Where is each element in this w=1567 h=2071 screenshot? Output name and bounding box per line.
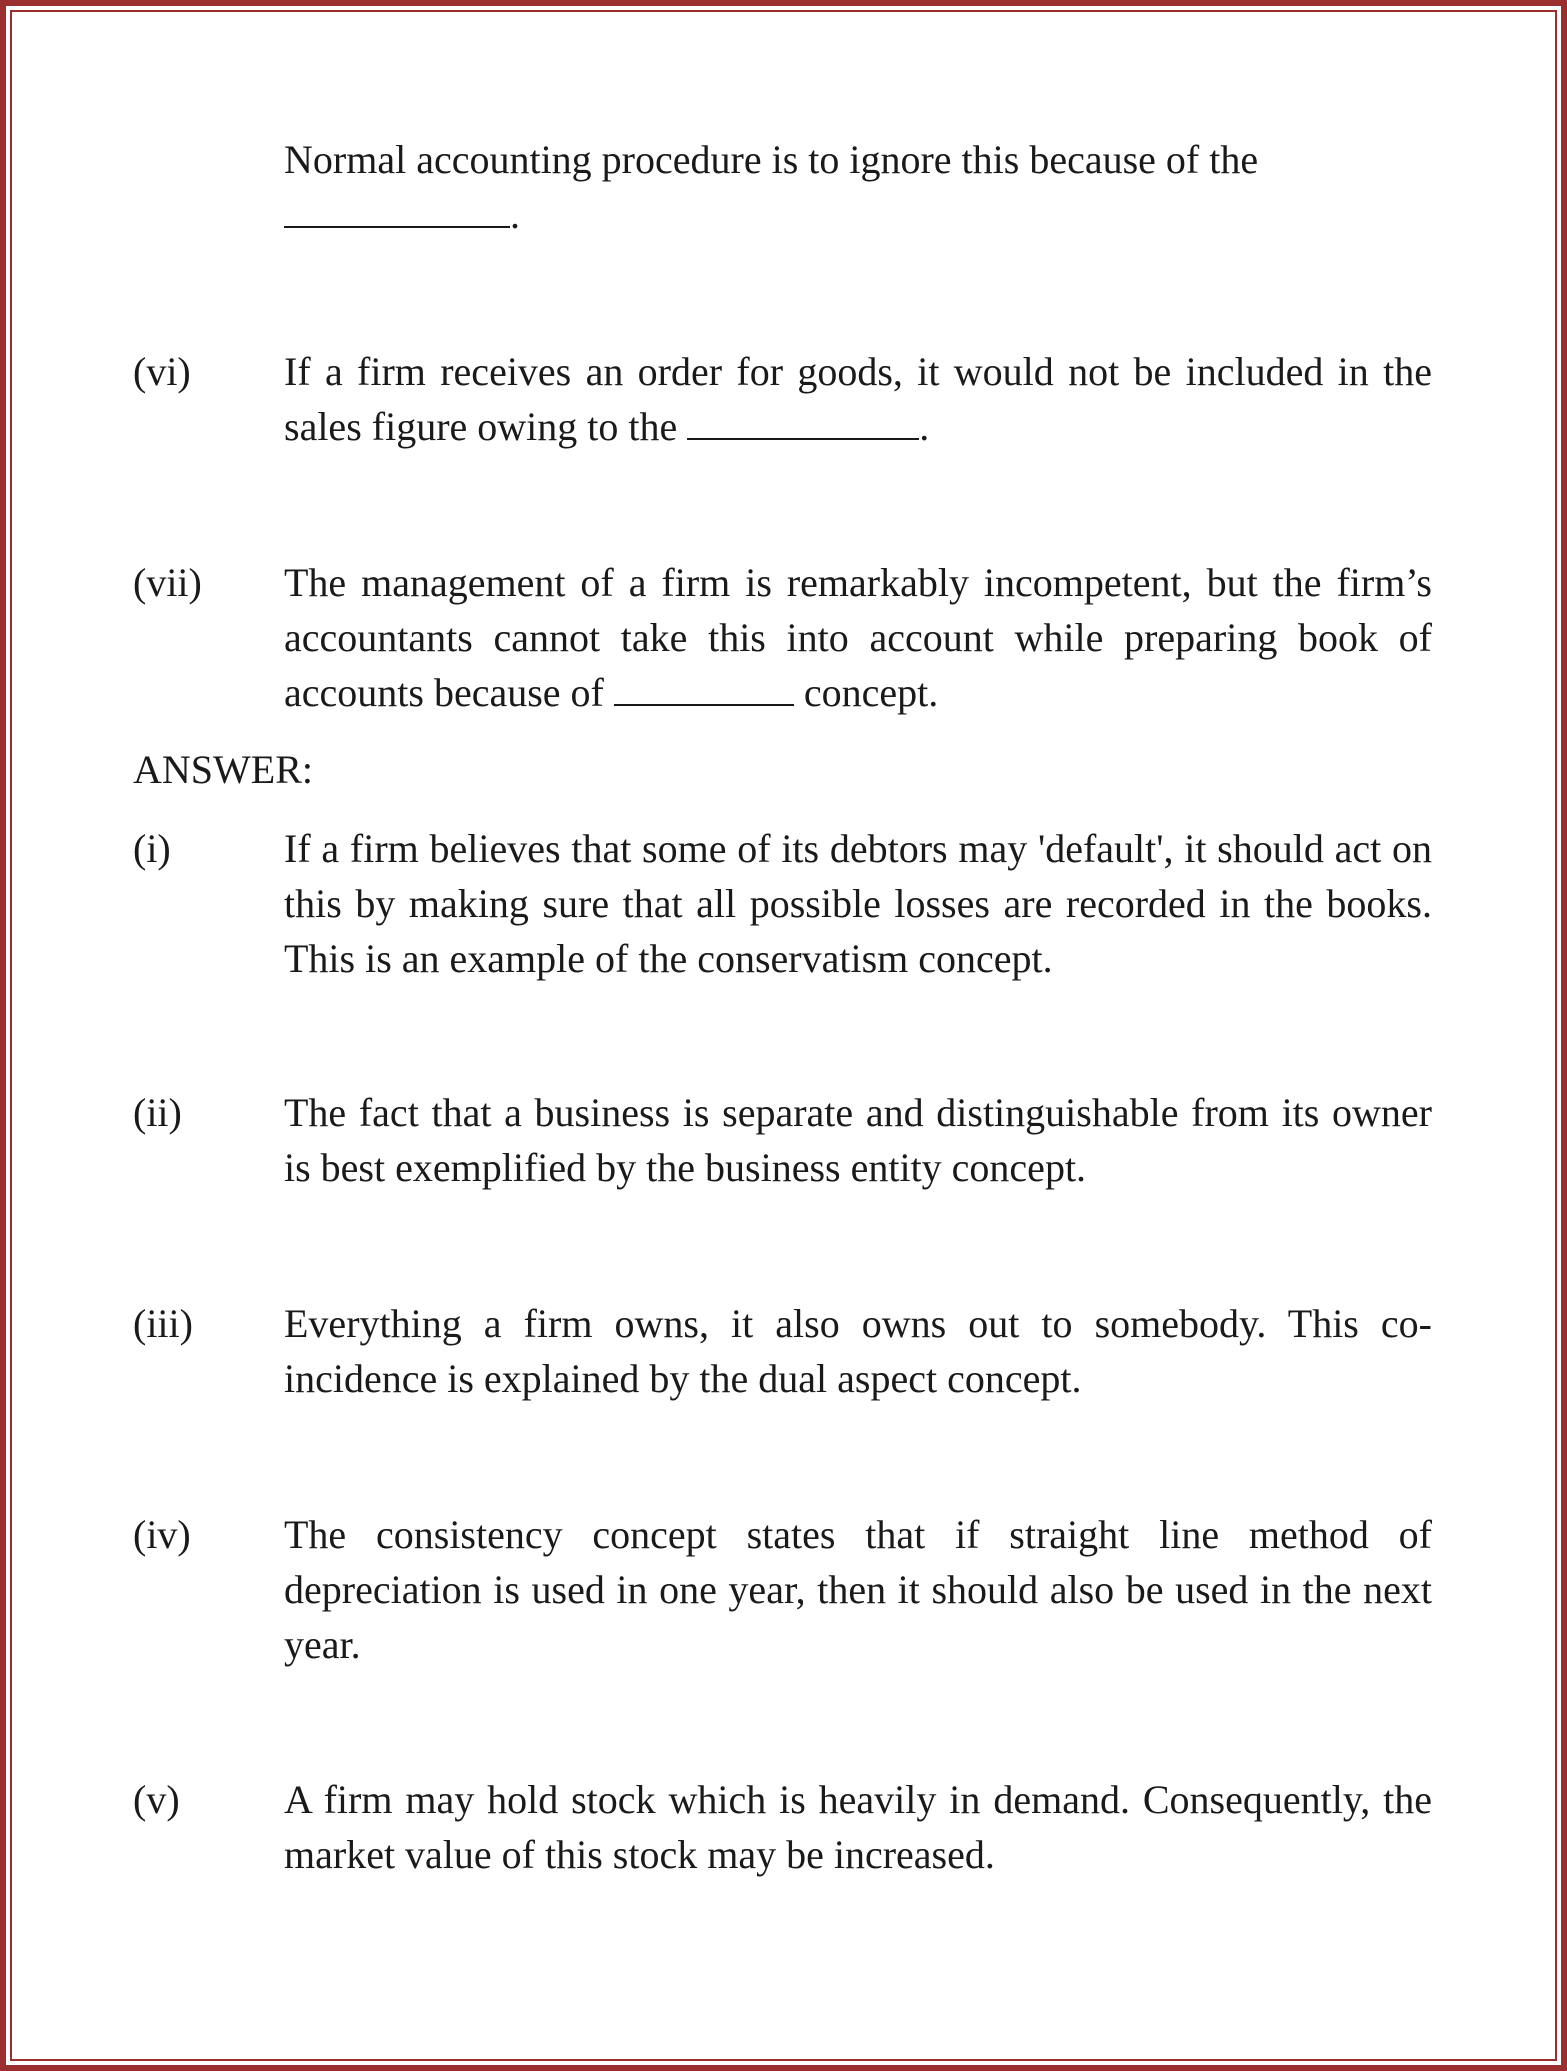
answer-text: If a firm believes that some of its debtors may 'default', it should act on this by making sure that all possible losses are recorded in the books. This is an example of the conservatism concept. (284, 826, 1432, 981)
answer-label: (iii) (133, 1301, 193, 1346)
fill-in-blank (284, 192, 510, 228)
question-text: The management of a firm is remarkably incompetent, but the firm’s accountants cannot take this into account while preparing book of accounts because of (284, 560, 1432, 715)
question-fragment-end: . (510, 192, 520, 237)
question-fragment-text: Normal accounting procedure is to ignore this because of the (284, 137, 1259, 182)
question-vi (284, 344, 1432, 454)
question-text-after: concept. (803, 670, 939, 715)
answer-text: The consistency concept states that if straight line method of depreciation is used in one year, then it should also be used in the next year. (284, 1512, 1432, 1667)
fill-in-blank (614, 670, 794, 706)
answer-text: Everything a firm owns, it also owns out to somebody. This co-incidence is explained by the dual aspect concept. (284, 1301, 1432, 1401)
question-label: (vii) (133, 560, 202, 605)
answer-heading: ANSWER: (133, 747, 313, 792)
question-text: If a firm receives an order for goods, it would not be included in the sales figure owing to the (284, 349, 1432, 449)
answer-label: (ii) (133, 1090, 182, 1135)
answer-text: A firm may hold stock which is heavily in demand. Consequently, the market value of this stock may be increased. (284, 1777, 1432, 1877)
question-v-continuation (284, 132, 1432, 242)
question-label: (vi) (133, 349, 191, 394)
answer-label: (i) (133, 826, 171, 871)
answer-label: (iv) (133, 1512, 191, 1557)
question-vii (284, 555, 1432, 720)
fill-in-blank (687, 404, 919, 440)
answer-text: The fact that a business is separate and distinguishable from its owner is best exemplified by the business entity concept. (284, 1090, 1432, 1190)
question-text-after: . (919, 404, 930, 449)
answer-label: (v) (133, 1777, 180, 1822)
